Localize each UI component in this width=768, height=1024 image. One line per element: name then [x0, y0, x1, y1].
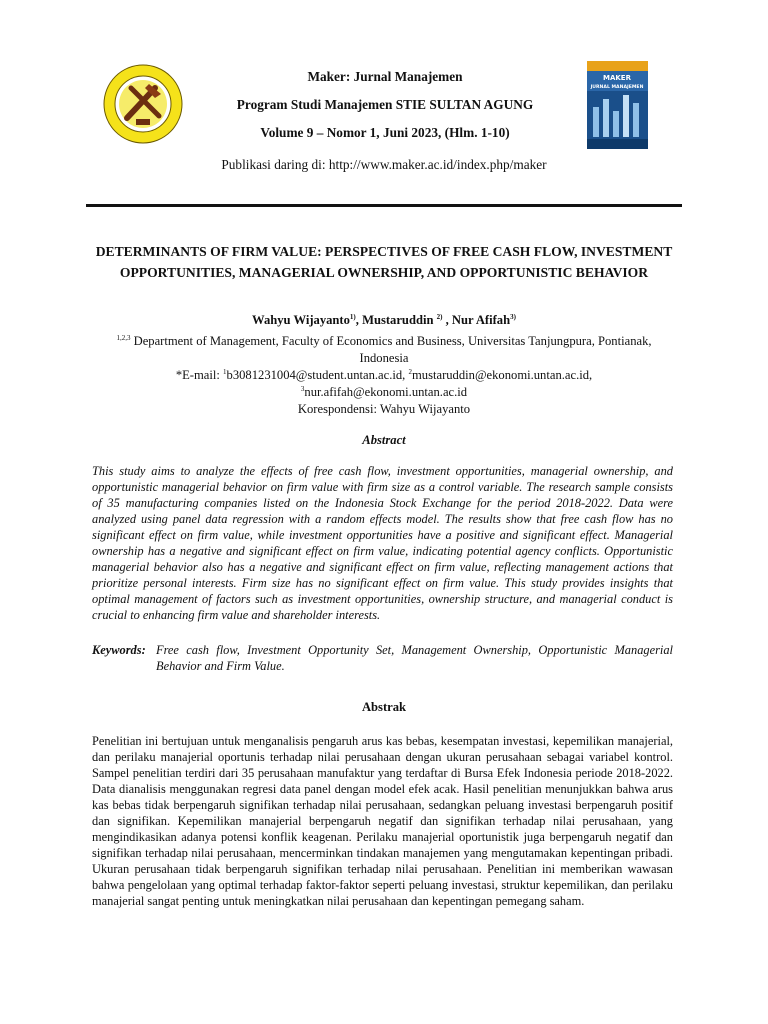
journal-header — [0, 0, 768, 210]
abstrak-heading: Abstrak — [361, 700, 407, 714]
author-marker: 3) — [510, 312, 516, 321]
affiliation-block — [92, 333, 676, 418]
email-link[interactable]: mustaruddin@ekonomi.untan.ac.id, — [411, 368, 593, 382]
article-title: DETERMINANTS OF FIRM VALUE: PERSPECTIVES OF FREE CASH FLOW, INVESTMENT OPPORTUNITIES, MANAGERIAL OWNERSHIP, AND OPPORTUNISTIC BEHAVIOR — [95, 244, 673, 280]
volume-info: Volume 9 – Nomor 1, Juni 2023, (Hlm. 1-10) — [260, 125, 510, 140]
author-name: Nur Afifah — [451, 313, 511, 327]
author-name: Mustaruddin — [362, 313, 434, 327]
publication-url[interactable]: Publikasi daring di: http://www.maker.ac.id/index.php/maker — [221, 157, 547, 172]
keywords-block — [92, 642, 673, 674]
abstract-heading: Abstract — [362, 433, 406, 447]
affiliation-marker: 1,2,3 — [116, 333, 131, 342]
journal-cover — [587, 61, 648, 149]
journal-name: Maker: Jurnal Manajemen — [307, 69, 463, 84]
journal-cover-image — [587, 61, 648, 149]
email-line: $^3$nur.afifah@ekonomi.untan.ac.id — [300, 384, 468, 399]
cover-title-jurnal: JURNAL MANAJEMEN — [590, 85, 644, 90]
correspondence: Korespondensi: Wahyu Wijayanto — [297, 402, 471, 416]
affiliation: $^{1,2,3}$ Department of Management, Faculty of Economics and Business, Universitas Tanjungpura, Pontianak, Indonesia — [116, 333, 652, 365]
cover-title-maker: MAKER — [603, 74, 631, 82]
keywords-label: Keywords: — [92, 643, 146, 657]
email-link[interactable]: nur.afifah@ekonomi.untan.ac.id — [304, 385, 468, 399]
email-line: *E-mail: $^1$b3081231004@student.untan.ac.id, $^2$mustaruddin@ekonomi.untan.ac.id, — [175, 367, 593, 382]
keywords-text: Free cash flow, Investment Opportunity Set, Management Ownership, Opportunistic Managerial Behavior and Firm Value. — [156, 643, 673, 673]
author-name: Wahyu Wijayanto — [252, 313, 350, 327]
author-list: Wahyu Wijayanto$^{1)}$, Mustaruddin $^{2)}$ , Nur Afifah$^{3)}$ — [252, 312, 516, 327]
program-name: Program Studi Manajemen STIE SULTAN AGUNG — [236, 97, 534, 112]
abstract-text: This study aims to analyze the effects of free cash flow, investment opportunities, managerial ownership, and opportunistic managerial behavior on firm value with firm size as a control variable. The research sample consists of 35 manufacturing companies listed on the Indonesia Stock Exchange for the period 2018-2022. Data were analyzed using panel data regression with a random effects model. The results show that free cash flow has no significant effect on firm value, while investment opportunities have a positive and significant effect. Managerial ownership has a negative and significant effect on firm value, indicating potential agency conflicts. Opportunistic managerial behavior also has a negative and significant effect on firm value, reflecting management actions that prioritize personal interests. Firm size has no significant effect on firm value. This study provides insights that optimal management of factors such as investment opportunities, ownership structure, and managerial conduct is crucial to enhancing firm value and shareholder interests. — [92, 464, 673, 622]
stie-sultan-agung-logo — [103, 64, 183, 144]
author-marker: 1) — [349, 312, 356, 321]
email-link[interactable]: b3081231004@student.untan.ac.id, — [226, 368, 409, 382]
author-marker: 2) — [436, 312, 443, 321]
header-divider — [86, 204, 682, 207]
abstrak-text: Penelitian ini bertujuan untuk menganalisis pengaruh arus kas bebas, kesempatan investasi, kepemilikan manajerial, dan perilaku manajerial oportunis terhadap nilai perusahaan dengan ukuran perusahaan sebagai variabel kontrol. Sampel penelitian terdiri dari 35 perusahaan manufaktur yang terdaftar di Bursa Efek Indonesia periode 2018-2022. Data dianalisis menggunakan regresi data panel dengan model efek acak. Hasil penelitian menunjukkan bahwa arus kas bebas tidak berpengaruh signifikan terhadap nilai perusahaan, sedangkan peluang investasi berpengaruh positif dan signifikan. Kepemilikan manajerial berpengaruh negatif dan signifikan terhadap nilai perusahaan, yang mengindikasikan adanya potensi konflik keagenan. Perilaku manajerial oportunistik juga berpengaruh negatif dan signifikan terhadap nilai perusahaan, mencerminkan tindakan manajemen yang mengutamakan kepentingan pribadi. Ukuran perusahaan tidak berpengaruh signifikan terhadap nilai perusahaan. Penelitian ini memberikan wawasan bahwa pengelolaan yang optimal terhadap faktor-faktor seperti peluang investasi, struktur kepemilikan, dan perilaku manajerial sangat penting untuk meningkatkan nilai perusahaan dan kepentingan pemegang saham. — [92, 734, 673, 908]
